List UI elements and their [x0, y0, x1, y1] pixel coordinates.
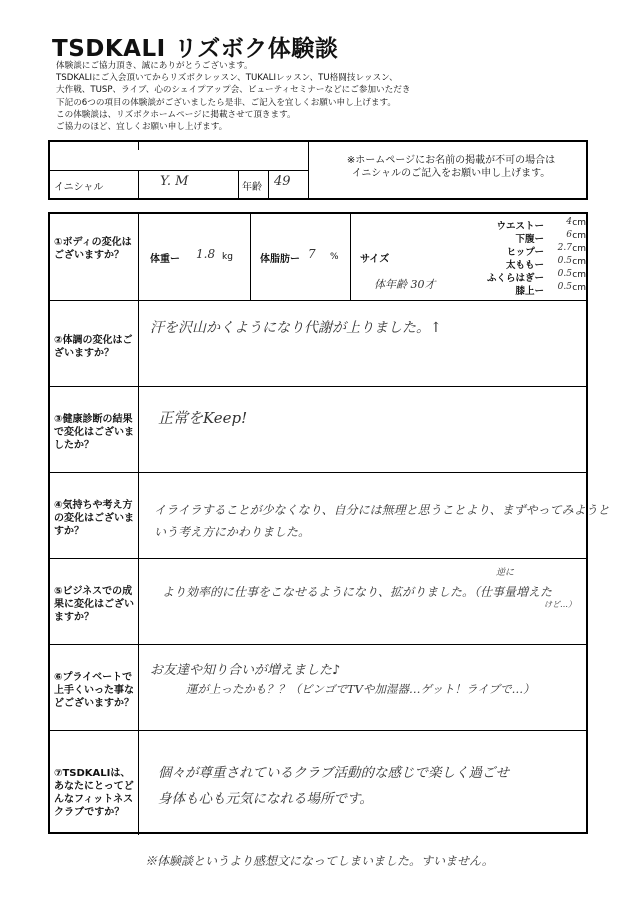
answer-text[interactable]: 汗を沢山かくようになり代謝が上りました。↑ [150, 320, 442, 336]
measurement-value[interactable]: 0.5 [557, 282, 572, 292]
answer-text[interactable]: 正常をKeep! [158, 409, 248, 427]
divider [250, 214, 251, 300]
personal-info-box [48, 140, 588, 200]
divider [350, 214, 351, 300]
measurement-value[interactable]: 2.7 [557, 243, 572, 253]
divider [138, 170, 139, 198]
question-cell [50, 387, 139, 473]
initial-label: イニシャル [54, 182, 104, 193]
intro-line: この体験談は、リズボクホームページに掲載させて頂きます。 [56, 109, 296, 120]
intro-line: ご協力のほど、宜しくお願い申し上げます。 [56, 122, 228, 133]
body-fat-label: 体脂肪ー [260, 254, 300, 265]
question-cell [50, 214, 139, 300]
divider [308, 142, 309, 198]
question-label: ⑤ビジネスでの成果に変化はございますか？ [54, 586, 134, 623]
measurement-unit: cm [572, 244, 586, 254]
intro-line: 大作戦、TUSP、ライブ、心のシェイプアップ会、ビューティセミナーなどにご参加いただき [56, 85, 411, 96]
handwritten-footnote: ※体験談というより感想文になってしまいました。すいません。 [145, 854, 494, 868]
divider [50, 170, 308, 171]
question-label: ③健康診断の結果で変化はございましたか？ [54, 414, 134, 451]
measurement-label: ヒップー [506, 247, 544, 258]
measurement-value[interactable]: 4 [566, 217, 572, 227]
answer-text[interactable]: 個々が尊重されているクラブ活動的な感じで楽しく過ごせ [158, 765, 509, 781]
survey-table [48, 212, 610, 834]
weight-label: 体重ー [150, 254, 180, 265]
survey-row-business [50, 558, 586, 645]
question-label: ①ボディの変化はございますか？ [54, 237, 132, 261]
intro-line: TSDKALIにご入会頂いてからリズボクレッスン、TUKALIレッスン、TU格闘技レッスン、 [56, 73, 398, 84]
survey-row-body [50, 214, 586, 300]
divider [238, 170, 239, 198]
measurement-label: 太ももー [505, 260, 544, 271]
measurement-value[interactable]: 0.5 [557, 256, 572, 266]
measurement-label: ふくらはぎー [486, 273, 544, 284]
divider [268, 170, 269, 198]
question-label: ⑦TSDKALIは、あなたにとってどんなフィットネスクラブですか？ [54, 768, 134, 818]
question-cell [50, 473, 139, 559]
question-label: ④気持ちや考え方の変化はございますか？ [54, 500, 134, 537]
answer-text[interactable]: イライラすることが少なくなり、自分には無理と思うことより、まずやってみようと [154, 503, 610, 517]
divider [138, 142, 139, 150]
measurement-unit: cm [572, 257, 586, 267]
body-age-note[interactable]: 体年齢 30才 [374, 278, 436, 291]
measurement-label: 膝上ー [515, 286, 544, 297]
age-field[interactable]: 49 [274, 174, 291, 189]
body-fat-unit: % [330, 252, 339, 262]
measurement-unit: cm [572, 270, 586, 280]
question-cell [50, 301, 139, 387]
survey-row-mindset [50, 472, 610, 559]
notice-line: ※ホームページにお名前の掲載が不可の場合は [346, 155, 556, 166]
size-label: サイズ [360, 254, 390, 265]
answer-text[interactable]: 運が上ったかも？？（ビンゴでTVや加湿器…ゲット！ライブで…） [186, 682, 535, 696]
measurement-unit: cm [572, 218, 586, 228]
answer-text[interactable]: 身体も心も元気になれる場所です。 [158, 791, 373, 807]
body-fat-field[interactable]: 7 [308, 247, 316, 261]
question-cell [50, 559, 139, 645]
question-cell [50, 731, 139, 835]
answer-text[interactable]: より効率的に仕事をこなせるようになり、拡がりました。（仕事量増えた [162, 585, 553, 599]
form-title: TSDKALI リズボク体験談 [52, 36, 339, 62]
name-notice [320, 154, 582, 180]
measurement-label: ウエストー [496, 221, 544, 232]
size-measurements [480, 218, 588, 296]
measurement-unit: cm [572, 231, 586, 241]
measurement-label: 下腹ー [515, 234, 544, 245]
weight-unit: kg [222, 252, 233, 262]
question-label: ⑥プライベートで上手くいった事などございますか？ [54, 672, 134, 709]
survey-row-club [50, 730, 586, 835]
survey-row-health-check [50, 386, 586, 473]
survey-row-private [50, 644, 586, 731]
answer-text[interactable]: いう考え方にかわりました。 [154, 525, 311, 539]
answer-text[interactable]: お友達や知り合いが増えました♪ [150, 663, 341, 678]
measurement-unit: cm [572, 283, 586, 293]
initial-field[interactable]: Y. M [160, 174, 189, 189]
answer-annotation[interactable]: 逆に [496, 568, 515, 578]
question-cell [50, 645, 139, 731]
measurement-row [480, 283, 588, 296]
measurement-value[interactable]: 0.5 [557, 269, 572, 279]
intro-line: 下記の6つの項目の体験談がございましたら是非、ご記入を宜しくお願い申し上げます。 [56, 97, 396, 108]
intro-text [56, 60, 410, 133]
question-label: ②体調の変化はございますか？ [54, 335, 133, 359]
age-label: 年齢 [242, 182, 262, 193]
survey-row-condition [50, 300, 586, 387]
measurement-value[interactable]: 6 [566, 230, 572, 240]
weight-field[interactable]: 1.8 [196, 247, 216, 261]
notice-line: イニシャルのご記入をお願い申し上げます。 [351, 168, 551, 179]
answer-annotation[interactable]: けど…） [544, 600, 576, 609]
intro-line: 体験談にご協力頂き、誠にありがとうございます。 [56, 61, 253, 71]
